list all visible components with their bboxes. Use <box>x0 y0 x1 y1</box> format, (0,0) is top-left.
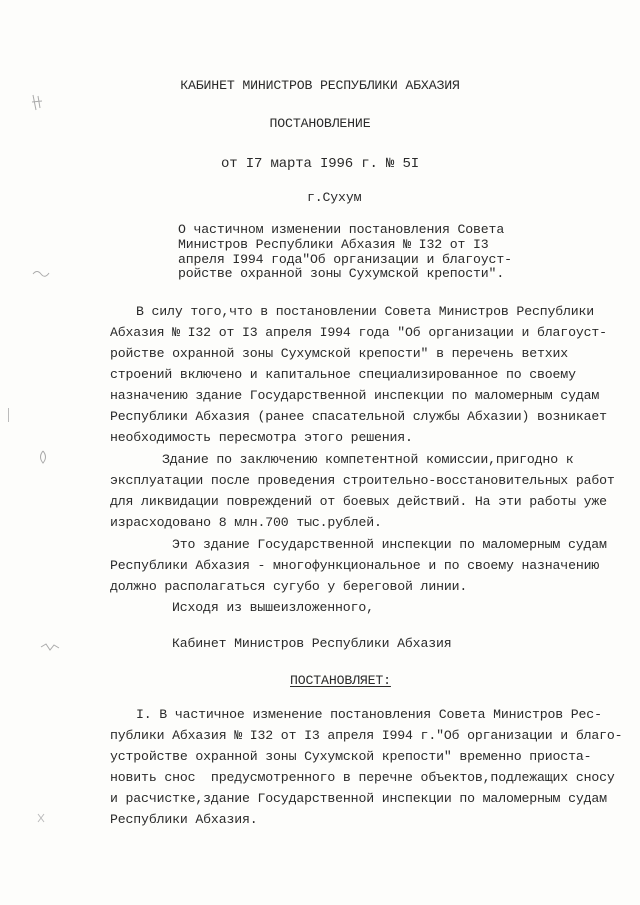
cabinet-header: КАБИНЕТ МИНИСТРОВ РЕСПУБЛИКИ АБХАЗИЯ <box>180 78 460 93</box>
margin-scribble <box>40 642 60 652</box>
paragraph-4: Исходя из вышеизложенного, <box>172 600 374 615</box>
date-and-number: от I7 марта I996 г. № 5I <box>220 156 420 172</box>
subject-line: О частичном изменении постановления Совета <box>178 222 505 237</box>
margin-scribble <box>32 268 50 278</box>
item-line: Республики Абхазия. <box>110 812 258 827</box>
paragraph-line: должно располагаться сугубо у береговой линии. <box>110 579 468 594</box>
subject-line: апреля I994 года"Об организации и благоуст- <box>178 252 512 267</box>
margin-line <box>8 408 9 422</box>
paragraph-line: В силу того,что в постановлении Совета Министров Республики <box>136 304 595 319</box>
resolving-body: Кабинет Министров Республики Абхазия <box>172 636 452 651</box>
item-line: I. В частичное изменение постановления Совета Министров Рес- <box>136 707 602 722</box>
margin-scribble <box>30 92 44 114</box>
paragraph-line: ройстве охранной зоны Сухумской крепости" в перечень ветхих <box>110 346 569 361</box>
paragraph-line: для ликвидации повреждений от боевых действий. На эти работы уже <box>110 494 607 509</box>
item-line: новить снос предусмотренного в перечне объектов,подлежащих сносу <box>110 770 615 785</box>
margin-scribble <box>37 450 49 464</box>
paragraph-line: назначению здание Государственной инспекции по маломерным судам <box>110 388 600 403</box>
item-line: устройстве охранной зоны Сухумской крепости" временно приоста- <box>110 749 592 764</box>
subject-line: ройстве охранной зоны Сухумской крепости". <box>178 266 505 281</box>
paragraph-line: Абхазия № I32 от I3 апреля I994 года "Об организации и благоуст- <box>110 325 607 340</box>
paragraph-line: эксплуатации после проведения строительно-восстановительных работ <box>110 473 615 488</box>
paragraph-line: необходимость пересмотра этого решения. <box>110 430 413 445</box>
paragraph-line: Здание по заключению компетентной комиссии,пригодно к <box>162 452 574 467</box>
item-line: и расчистке,здание Государственной инспекции по маломерным судам <box>110 791 607 806</box>
paragraph-line: израсходовано 8 млн.700 тыс.рублей. <box>110 515 382 530</box>
document-type: ПОСТАНОВЛЕНИЕ <box>269 116 371 131</box>
city: г.Сухум <box>307 190 362 205</box>
paragraph-line: Республики Абхазия (ранее спасательной службы Абхазии) возникает <box>110 409 607 424</box>
paragraph-line: Это здание Государственной инспекции по маломерным судам <box>172 537 607 552</box>
paragraph-line: Республики Абхазия - многофункциональное и по своему назначению <box>110 558 600 573</box>
subject-line: Министров Республики Абхазия № I32 от I3 <box>178 237 489 252</box>
item-line: публики Абхазия № I32 от I3 апреля I994 г."Об организации и благо- <box>110 728 623 743</box>
margin-scribble <box>36 812 46 824</box>
paragraph-line: строений включено и капитальное специализированное по своему <box>110 367 576 382</box>
resolves-heading: ПОСТАНОВЛЯЕТ: <box>290 673 391 688</box>
